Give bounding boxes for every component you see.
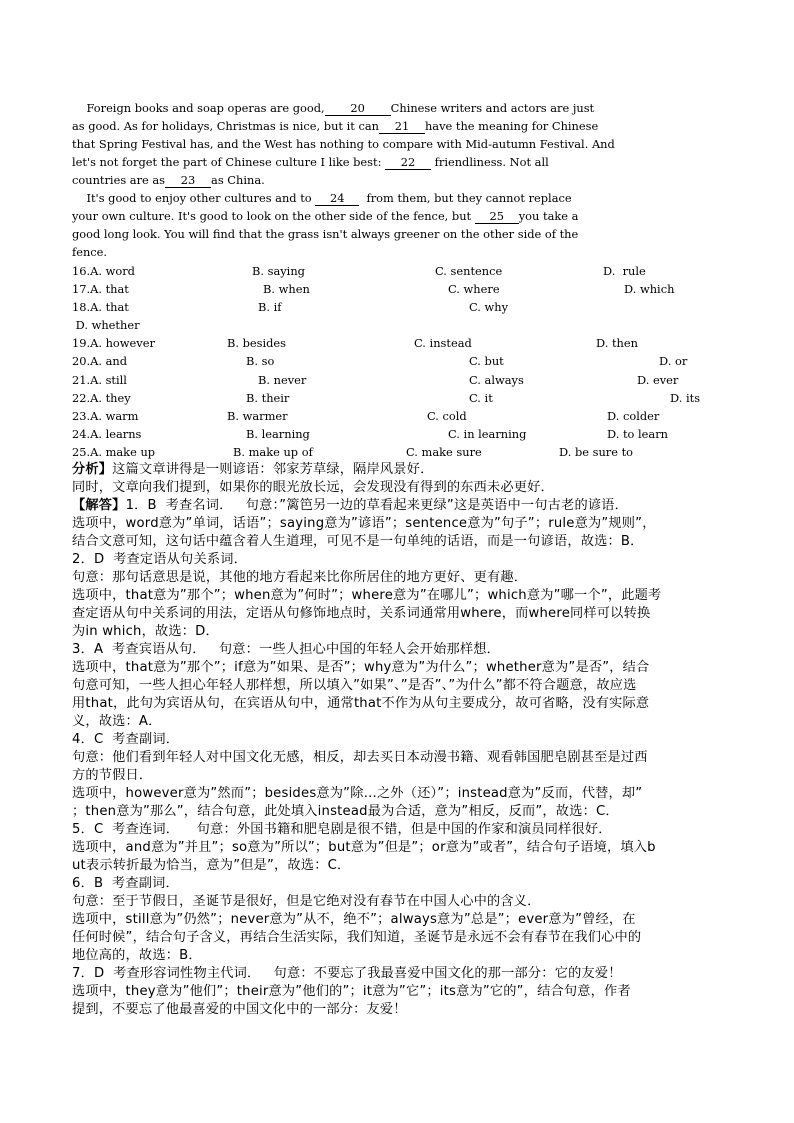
- answer-line: 选项中，however意为”然而”；besides意为”除…之外（还）”；instead意为”反而，代替，却”: [72, 786, 643, 801]
- text: countries are as: [72, 173, 166, 187]
- option-b: B. if: [258, 300, 282, 314]
- option-c: C. but: [469, 354, 504, 368]
- option-c: C. in learning: [448, 427, 527, 441]
- option-b: B. their: [246, 391, 290, 405]
- option-d: D. then: [596, 336, 638, 350]
- option-c: C. always: [469, 373, 524, 387]
- text: your own culture. It's good to look on the other side of the fence, but: [72, 209, 475, 223]
- option-c: C. sentence: [435, 264, 503, 278]
- answer-line: 6．B 考查副词．: [72, 876, 179, 891]
- option-d: D. its: [670, 391, 701, 405]
- option-d: D. be sure to: [559, 445, 634, 459]
- option-b: B. never: [258, 373, 307, 387]
- analysis-heading: 分析】: [72, 462, 113, 477]
- blank-22: 22: [385, 155, 431, 170]
- option-c: C. make sure: [406, 445, 482, 459]
- option-a: 24.A. learns: [72, 427, 142, 441]
- option-d: D. colder: [607, 409, 660, 423]
- option-b: B. so: [246, 354, 275, 368]
- answer-line: 句意可知，一些人担心年轻人那样想，所以填入”如果”、”是否”、”为什么”都不符合题意，故应选: [72, 678, 637, 693]
- option-a: 23.A. warm: [72, 409, 139, 423]
- option-c: C. where: [448, 282, 500, 296]
- text: have the meaning for Chinese: [424, 119, 599, 133]
- passage-line: good long look. You will find that the grass isn't always greener on the other side of the: [72, 227, 579, 241]
- blank-25: 25: [475, 209, 519, 224]
- answer-line: 5．C 考查连词． 句意：外国书籍和肥皂剧是很不错，但是中国的作家和演员同样很好．: [72, 822, 612, 837]
- passage-line: [72, 153, 549, 171]
- answer-line: 2．D 考查定语从句关系词．: [72, 552, 247, 567]
- analysis-line: 同时，文章向我们提到，如果你的眼光放长远，会发现没有得到的东西未必更好．: [72, 480, 554, 495]
- passage-line: [72, 117, 598, 135]
- answer-line: 地位高的，故选：B．: [72, 948, 202, 963]
- passage-line: [72, 171, 265, 189]
- option-a: 17.A. that: [72, 282, 129, 296]
- analysis-line: [72, 461, 433, 479]
- answer-line: 句意：那句话意思是说，其他的地方看起来比你所居住的地方更好、更有趣．: [72, 570, 528, 585]
- text: Foreign books and soap operas are good,: [72, 101, 325, 115]
- text: friendliness. Not all: [431, 155, 549, 169]
- answer-line: 为in which，故选：D．: [72, 624, 219, 639]
- option-a: 25.A. make up: [72, 445, 156, 459]
- text: let's not forget the part of Chinese culture I like best:: [72, 155, 386, 169]
- text: It's good to enjoy other cultures and to: [72, 191, 316, 205]
- text: you take a: [518, 209, 579, 223]
- blank-24: 24: [315, 191, 359, 206]
- answer-line: [72, 497, 628, 515]
- answer-line: 7．D 考查形容词性物主代词． 句意：不要忘了我最喜爱中国文化的那一部分：它的友爱！: [72, 966, 622, 981]
- option-c: C. why: [469, 300, 509, 314]
- option-a: 21.A. still: [72, 373, 127, 387]
- option-b: B. when: [263, 282, 310, 296]
- answer-line: 用that，此句为宾语从句，在宾语从句中，通常that不作为从句主要成分，故可省略，没有实际意: [72, 696, 650, 711]
- answer-line: 4．C 考查副词．: [72, 732, 180, 747]
- answer-line: ut表示转折最为恰当，意为”但是”，故选：C．: [72, 858, 351, 873]
- option-d: D. or: [659, 354, 688, 368]
- text: as good. As for holidays, Christmas is nice, but it can: [72, 119, 379, 133]
- answer-line: 结合文意可知，这句话中蕴含着人生道理，可见不是一句单纯的话语，而是一句谚语，故选：B．: [72, 534, 644, 549]
- answer-line: 义，故选：A．: [72, 714, 162, 729]
- passage-line: that Spring Festival has, and the West has nothing to compare with Mid-autumn Festival. And: [72, 137, 615, 151]
- answer-line: 句意：至于节假日，圣诞节是很好，但是它绝对没有春节在中国人心中的含义．: [72, 894, 541, 909]
- option-a: 22.A. they: [72, 391, 131, 405]
- blank-20: 20: [325, 101, 391, 116]
- passage-line: [72, 189, 572, 207]
- option-d: D. to learn: [607, 427, 668, 441]
- option-b: B. make up of: [233, 445, 313, 459]
- answer-line: ；then意为”那么”，结合句意，此处填入instead最为合适，意为”相反，反而”，故选：C．: [72, 804, 619, 819]
- option-a: 20.A. and: [72, 354, 128, 368]
- answer-line: 选项中，that意为”那个”；when意为”何时”；where意为”在哪儿”；which意为”哪一个”，此题考: [72, 588, 662, 603]
- answer-line: 提到，不要忘了他最喜爱的中国文化中的一部分：友爱！: [72, 1002, 407, 1017]
- text: 这篇文章讲得是一则谚语：邻家芳草绿，隔岸风景好．: [112, 462, 434, 477]
- answer-heading: 【解答】: [72, 498, 126, 513]
- option-b: B. besides: [227, 336, 287, 350]
- blank-21: 21: [379, 119, 425, 134]
- text: Chinese writers and actors are just: [390, 101, 595, 115]
- passage-line: [72, 99, 594, 117]
- answer-line: 选项中，they意为”他们”；their意为”他们的”；it意为”它”；its意为”它的”，结合句意，作者: [72, 984, 631, 999]
- answer-line: 方的节假日．: [72, 768, 153, 783]
- answer-line: 任何时候”，结合句子含义，再结合生活实际，我们知道，圣诞节是永远不会有春节在我们心中的: [72, 930, 642, 945]
- text: from them, but they cannot replace: [359, 191, 572, 205]
- option-c: C. cold: [427, 409, 467, 423]
- option-d: D. ever: [637, 373, 679, 387]
- option-b: B. learning: [246, 427, 310, 441]
- answer-line: 选项中，and意为”并且”；so意为”所以”；but意为”但是”；or意为”或者”，结合句子语境，填入b: [72, 840, 656, 855]
- text: 1．B 考查名词． 句意：”篱笆另一边的草看起来更绿”这是英语中一句古老的谚语．: [125, 498, 628, 513]
- blank-23: 23: [165, 173, 211, 188]
- option-c: C. it: [469, 391, 493, 405]
- option-a: 18.A. that: [72, 300, 129, 314]
- option-d: D. which: [624, 282, 675, 296]
- answer-line: 选项中，word意为”单词，话语”；saying意为”谚语”；sentence意为”句子”；rule意为”规则”，: [72, 516, 656, 531]
- passage-line: [72, 207, 578, 225]
- passage-line: fence.: [72, 245, 108, 259]
- answer-line: 句意：他们看到年轻人对中国文化无感，相反，却去买日本动漫书籍、观看韩国肥皂剧甚至是过西: [72, 750, 648, 765]
- option-c: C. instead: [414, 336, 472, 350]
- option-b: B. saying: [252, 264, 305, 278]
- answer-line: 查定语从句中关系词的用法，定语从句修饰地点时，关系词通常用where，而where同样可以转换: [72, 606, 651, 621]
- option-a: 16.A. word: [72, 264, 135, 278]
- option-b: B. warmer: [227, 409, 288, 423]
- answer-line: 选项中，that意为”那个”；if意为”如果、是否”；why意为”为什么”；whether意为”是否”，结合: [72, 660, 650, 675]
- text: as China.: [211, 173, 265, 187]
- answer-line: 选项中，still意为”仍然”；never意为”从不，绝不”；always意为”总是”；ever意为”曾经，在: [72, 912, 636, 927]
- answer-line: 3．A 考查宾语从句． 句意：一些人担心中国的年轻人会开始那样想．: [72, 642, 501, 657]
- option-d: D. rule: [603, 264, 646, 278]
- option-d: D. whether: [72, 318, 140, 332]
- option-a: 19.A. however: [72, 336, 155, 350]
